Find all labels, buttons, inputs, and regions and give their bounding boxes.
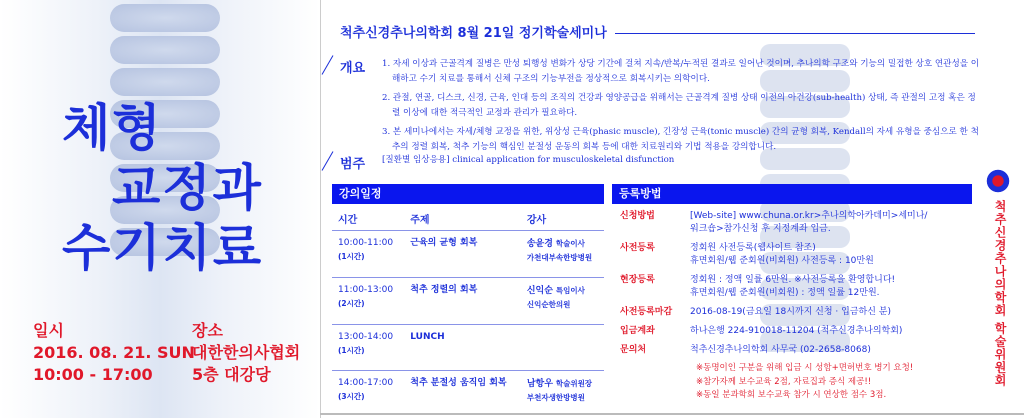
duration: (2시간) — [338, 299, 365, 308]
registration-row — [612, 274, 982, 300]
registration-header: 등록방법 — [612, 184, 972, 204]
row-label: 문의처 — [620, 345, 647, 355]
title-line-1: 체형 — [62, 99, 163, 157]
registration-row — [612, 325, 982, 338]
row-value: 정회원 사전등록(웹사이트 참조) — [690, 243, 816, 253]
row-value: 2016-08-19(금요일 18시까지 신청 · 입금하신 분) — [690, 307, 891, 317]
column-header: 시간 — [332, 207, 404, 231]
registration-row — [612, 344, 982, 357]
row-label: 사전등록마감 — [620, 307, 673, 317]
category-text: [질환별 임상응용] clinical application for musculoskeletal disfunction — [382, 155, 675, 165]
category-label: 범주 — [340, 157, 366, 172]
role: 특임이사 — [555, 286, 585, 295]
venue: 대한한의사협회 — [192, 343, 301, 362]
table-row — [332, 325, 604, 371]
divider — [320, 0, 321, 418]
column-header: 주제 — [404, 207, 521, 231]
row-value: [Web-site] www.chuna.or.kr>추나의학아카데미>세미나/ — [690, 211, 928, 221]
time: 10:00-11:00 — [338, 238, 394, 248]
date-block — [33, 320, 195, 386]
registration-row — [612, 242, 982, 268]
row-value: 휴면회원/웹 준회원(비회원) : 정액 일률 12만원. — [690, 288, 880, 298]
duration: (3시간) — [338, 392, 365, 401]
row-label: 입금계좌 — [620, 326, 655, 336]
row-value: 하나은행 224-910018-11204 (척추신경추나의학회) — [690, 326, 903, 336]
topic: 척추 정렬의 회복 — [404, 278, 521, 325]
date: 2016. 08. 21. SUN — [33, 343, 195, 362]
row-label: 사전등록 — [620, 243, 655, 253]
registration-row — [612, 210, 982, 236]
bottom-border — [320, 413, 1024, 415]
row-value: 워크숍>참가신청 후 지정계좌 입금. — [690, 224, 831, 234]
overview-item: 1. 자세 이상과 근골격계 질병은 만성 퇴행성 변화가 상당 기간에 걸쳐 지속/반복/누적된 결과로 일어난 것이며, 추나의학 구조와 기능의 밀접한 상호 연관성을 이해하고 수기 치료를 통해서 신체 구조의 기능부전을 정상적으로 회복시키는 의학이다. — [382, 59, 980, 84]
title-line-3: 수기치료 — [62, 219, 264, 277]
topic: LUNCH — [404, 325, 521, 371]
time: 11:00-13:00 — [338, 285, 394, 295]
note: ※동명이인 구분을 위해 입금 시 성함+면허번호 병기 요청! — [696, 363, 914, 373]
slash-decoration — [322, 55, 334, 75]
table-row — [332, 231, 604, 278]
society-logo-icon — [985, 168, 1011, 194]
time: 14:00-17:00 — [338, 378, 394, 388]
title-line-2: 교정과 — [112, 159, 263, 217]
slash-decoration — [322, 151, 334, 171]
role: 학술위원장 — [555, 379, 593, 388]
page-title: 척추신경추나의학회 8월 21일 정기학술세미나 — [340, 26, 607, 41]
time: 13:00-14:00 — [338, 332, 394, 342]
venue-room: 5층 대강당 — [192, 365, 271, 384]
note: ※참가자께 보수교육 2점, 자료집과 증식 제공!! — [696, 376, 872, 387]
speaker: 남항우 — [526, 379, 553, 389]
venue-label: 장소 — [192, 321, 223, 340]
header-line — [615, 33, 975, 34]
overview-text — [382, 57, 982, 159]
duration: (1시간) — [338, 252, 365, 261]
venue-block — [192, 320, 300, 386]
registration-row — [612, 306, 982, 319]
table-row — [332, 371, 604, 418]
time: 10:00 - 17:00 — [33, 365, 153, 384]
row-label: 현장등록 — [620, 275, 655, 285]
table-row — [332, 278, 604, 325]
schedule-header: 강의일정 — [332, 184, 604, 204]
topic: 척추 분절성 움직임 회복 — [410, 378, 507, 388]
affiliation: 부천자생한방병원 — [526, 393, 585, 402]
organizer-vertical: 척추신경추나의학회 학술위원회 — [993, 200, 1007, 388]
speaker: 신익순 — [526, 286, 553, 296]
row-value: 정회원 : 정액 일률 6만원. ※사전등록을 환영합니다! — [690, 275, 896, 285]
affiliation: 신익순한의원 — [526, 300, 571, 309]
affiliation: 가천대부속한방병원 — [526, 253, 593, 262]
overview-item: 2. 관절, 연골, 디스크, 신경, 근육, 인대 등의 조직의 건강과 영양공급을 위해서는 근골격계 질병 상태 이전의 아건강(sub-health) 상태, 즉 관절의 고정 혹은 정렬 이상에 대한 적극적인 교정과 관리가 필요하다. — [382, 93, 976, 118]
date-label: 일시 — [33, 321, 64, 340]
row-value: 척추신경추나의학회 사무국 (02-2658-8068) — [690, 345, 871, 355]
duration: (1시간) — [338, 346, 365, 355]
overview-item: 3. 본 세미나에서는 자세/체형 교정을 위한, 위상성 근육(phasic muscle), 긴장성 근육(tonic muscle) 간의 균형 회복, Kendall의 자세 유형을 중심으로 한 척추의 정렬 회복, 척추 기능의 핵심인 분절성 운동의 회복 등에 대한 치료원리와 기법 적용을 강의합니다. — [382, 127, 979, 152]
notes — [696, 362, 913, 403]
row-label: 신청방법 — [620, 211, 655, 221]
schedule-table — [332, 207, 604, 417]
registration-list — [612, 210, 982, 363]
overview-label: 개요 — [340, 61, 366, 76]
speaker: 송윤경 — [526, 239, 553, 249]
role: 학술이사 — [555, 239, 585, 248]
topic: 근육의 균형 회복 — [404, 231, 521, 278]
note: ※동일 분과학회 보수교육 참가 시 연상한 점수 3점. — [696, 390, 887, 400]
row-value: 휴면회원/웹 준회원(비회원) 사전등록 : 10만원 — [690, 256, 874, 266]
column-header: 강사 — [521, 207, 604, 231]
